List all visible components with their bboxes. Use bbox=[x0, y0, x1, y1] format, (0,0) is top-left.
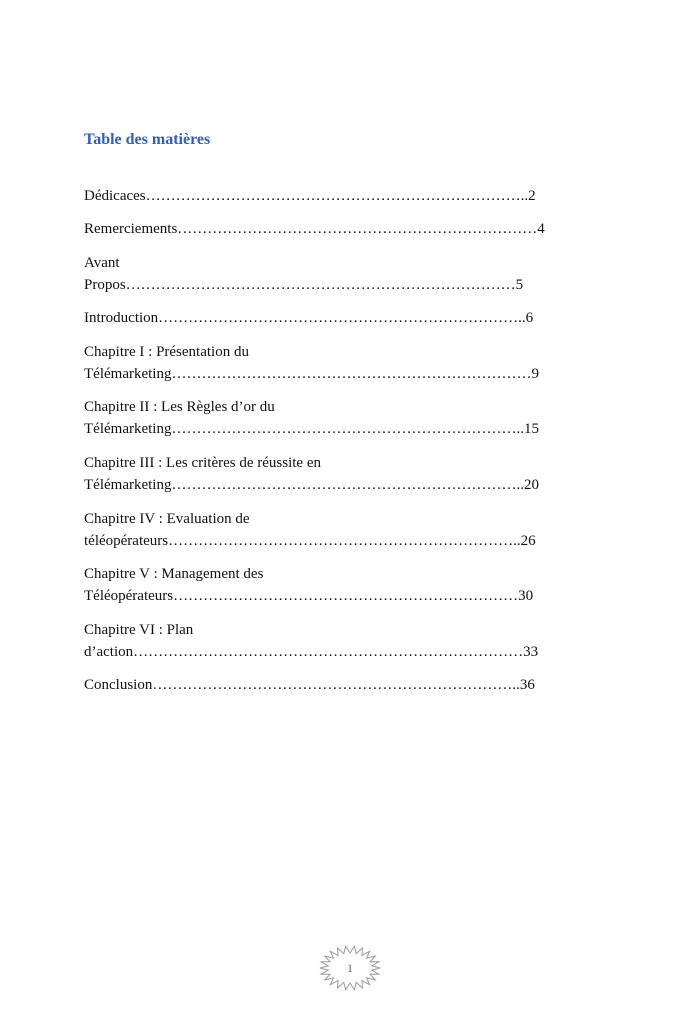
toc-entry-line: d’action……………………………………………………………………33 bbox=[84, 644, 539, 660]
toc-entry-line: Conclusion………………………………………………………………..36 bbox=[84, 677, 535, 693]
toc-entry-line: Chapitre VI : Plan bbox=[84, 622, 194, 638]
toc-entry-line: Télémarketing………………………………………………………………9 bbox=[84, 366, 539, 382]
toc-entry-line: Télémarketing……………………………………………………………..20 bbox=[84, 477, 539, 493]
page-number: 1 bbox=[347, 961, 353, 975]
toc-entry-chapitre-1[interactable] bbox=[84, 341, 624, 385]
toc-entry-line: Introduction………………………………………………………………..6 bbox=[84, 310, 534, 326]
toc-entry-line: Chapitre V : Management des bbox=[84, 566, 264, 582]
toc-entry-conclusion[interactable] bbox=[84, 674, 624, 696]
toc-entry-line: Avant bbox=[84, 255, 120, 271]
toc-entry-chapitre-3[interactable] bbox=[84, 452, 624, 496]
toc-entry-line: Remerciements………………………………………………………………4 bbox=[84, 221, 545, 237]
toc-entry-chapitre-6[interactable] bbox=[84, 619, 624, 663]
toc-title: Table des matières bbox=[84, 131, 211, 148]
toc-entry-line: Chapitre IV : Evaluation de bbox=[84, 511, 250, 527]
toc-entry-line: Propos……………………………………………………………………5 bbox=[84, 277, 524, 293]
toc-entry-line: Chapitre I : Présentation du bbox=[84, 344, 249, 360]
toc-entry-chapitre-2[interactable] bbox=[84, 396, 624, 440]
page-number-badge bbox=[319, 945, 381, 991]
toc-entry-line: Chapitre III : Les critères de réussite en bbox=[84, 455, 321, 471]
toc-entry-line: Dédicaces…………………………………………………………………..2 bbox=[84, 188, 536, 204]
toc-entry-line: Téléopérateurs……………………………………………………………30 bbox=[84, 588, 534, 604]
toc-entry-line: Chapitre II : Les Règles d’or du bbox=[84, 399, 275, 415]
toc-entry-line: Télémarketing……………………………………………………………..15 bbox=[84, 421, 539, 437]
toc-entry-chapitre-5[interactable] bbox=[84, 563, 624, 607]
toc-entry-dedicaces[interactable] bbox=[84, 185, 624, 207]
toc-entry-line: téléopérateurs……………………………………………………………..26 bbox=[84, 533, 536, 549]
toc-entry-chapitre-4[interactable] bbox=[84, 508, 624, 552]
toc-entry-remerciements[interactable] bbox=[84, 218, 624, 240]
toc-entry-avant-propos[interactable] bbox=[84, 252, 624, 296]
toc-entry-introduction[interactable] bbox=[84, 307, 624, 329]
